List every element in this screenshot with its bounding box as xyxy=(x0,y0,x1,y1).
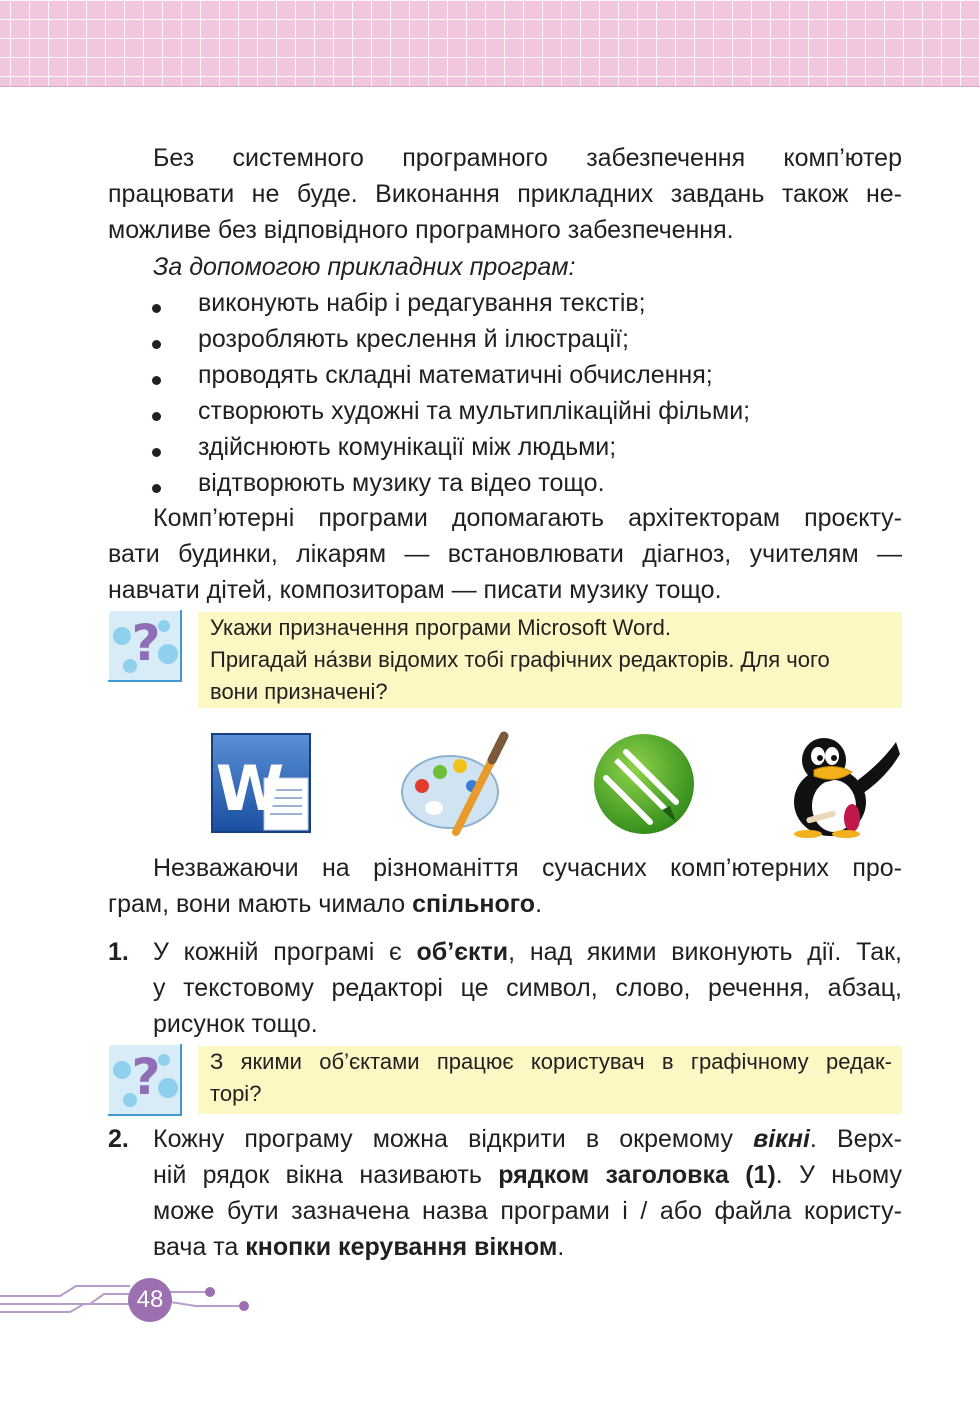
window-buttons-term: кнопки керування вікном xyxy=(245,1233,558,1261)
bullet-dot-icon xyxy=(152,448,161,457)
intro-line-3: можливе без відповідного програмного забезпечення. xyxy=(108,216,734,244)
question-box-2 xyxy=(198,1046,902,1114)
common-bold-word: спільного xyxy=(412,890,536,918)
page-number-badge xyxy=(128,1278,172,1322)
numbered-item-2 xyxy=(108,1121,902,1265)
page-footer xyxy=(0,1276,300,1326)
question-2-line-1: З якими об’єктами працює користувач в графічному редак- xyxy=(210,1049,892,1074)
programs-line-1: Комп’ютерні програми допомагають архітекторам проєкту- xyxy=(153,504,902,532)
item-number: 1. xyxy=(108,938,129,966)
programs-line-2: вати будинки, лікарям — встановлювати діагноз, учителям — xyxy=(108,540,902,568)
objects-term: об’єкти xyxy=(416,938,509,966)
apps-heading: За допомогою прикладних програм: xyxy=(153,253,576,281)
item-2-line-4: вача та кнопки керування вікном. xyxy=(153,1233,565,1261)
bullet-item: відтворюють музику та відео тощо. xyxy=(150,465,750,501)
apps-bullet-list xyxy=(150,285,750,501)
bullet-item: виконують набір і редагування текстів; xyxy=(150,285,750,321)
common-line-2: грам, вони мають чимало спільного. xyxy=(108,890,543,918)
bullet-item: проводять складні математичні обчислення; xyxy=(150,357,750,393)
header-grid-band xyxy=(0,0,980,87)
bullet-dot-icon xyxy=(152,484,161,493)
common-line-1: Незважаючи на різноманіття сучасних комп’ютерних про- xyxy=(153,854,902,882)
intro-line-1: Без системного програмного забезпечення комп’ютер xyxy=(153,144,902,172)
item-number: 2. xyxy=(108,1125,129,1153)
question-2-line-2: торі? xyxy=(210,1081,262,1106)
title-bar-term: рядком заголовка (1) xyxy=(498,1161,776,1189)
item-2-line-1: Кожну програму можна відкрити в окремому вікні. Верх- xyxy=(153,1125,902,1153)
paint-palette-icon xyxy=(400,730,512,838)
question-1-line-2: Пригадай на́зви відомих тобі графічних редакторів. Для чого xyxy=(210,647,830,672)
coreldraw-pen-logo-icon xyxy=(592,732,696,836)
programs-line-3: навчати дітей, композиторам — писати музику тощо. xyxy=(108,576,722,604)
item-2-line-2: ній рядок вікна називають рядком заголовка (1). У ньому xyxy=(153,1161,902,1189)
question-1-line-3: вони призначені? xyxy=(210,679,388,704)
question-1-line-1: Укажи призначення програми Microsoft Word. xyxy=(210,615,671,640)
software-logos-row xyxy=(0,730,980,840)
numbered-item-1 xyxy=(108,934,902,1042)
item-2-line-3: може бути зазначена назва програми і / або файла користу- xyxy=(153,1197,902,1225)
item-1-line-1: У кожній програмі є об’єкти, над якими виконують дії. Так, xyxy=(153,938,903,966)
microsoft-word-logo-icon xyxy=(210,732,312,834)
programs-paragraph xyxy=(108,500,902,608)
item-1-line-3: рисунок тощо. xyxy=(153,1010,318,1038)
bullet-item: здійснюють комунікації між людьми; xyxy=(150,429,750,465)
svg-text:?: ? xyxy=(131,1048,161,1106)
svg-text:?: ? xyxy=(131,614,161,672)
bullet-item: розробляють креслення й ілюстрації; xyxy=(150,321,750,357)
bullet-item: створюють художні та мультиплікаційні фільми; xyxy=(150,393,750,429)
item-1-line-2: у текстовому редакторі це символ, слово, речення, абзац, xyxy=(153,974,902,1002)
bullet-dot-icon xyxy=(152,340,161,349)
common-paragraph xyxy=(108,850,902,922)
tux-paint-penguin-icon xyxy=(778,732,902,838)
intro-line-2: працювати не буде. Виконання прикладних завдань також не- xyxy=(108,180,902,208)
page-number: 48 xyxy=(136,1286,164,1313)
question-box-1 xyxy=(198,612,902,708)
question-mark-icon xyxy=(108,1044,184,1118)
bullet-dot-icon xyxy=(152,376,161,385)
bullet-dot-icon xyxy=(152,412,161,421)
svg-text:W: W xyxy=(215,752,285,825)
window-term: вікні xyxy=(753,1125,810,1153)
intro-paragraph xyxy=(108,140,902,248)
bullet-dot-icon xyxy=(152,304,161,313)
question-mark-icon xyxy=(108,610,184,684)
